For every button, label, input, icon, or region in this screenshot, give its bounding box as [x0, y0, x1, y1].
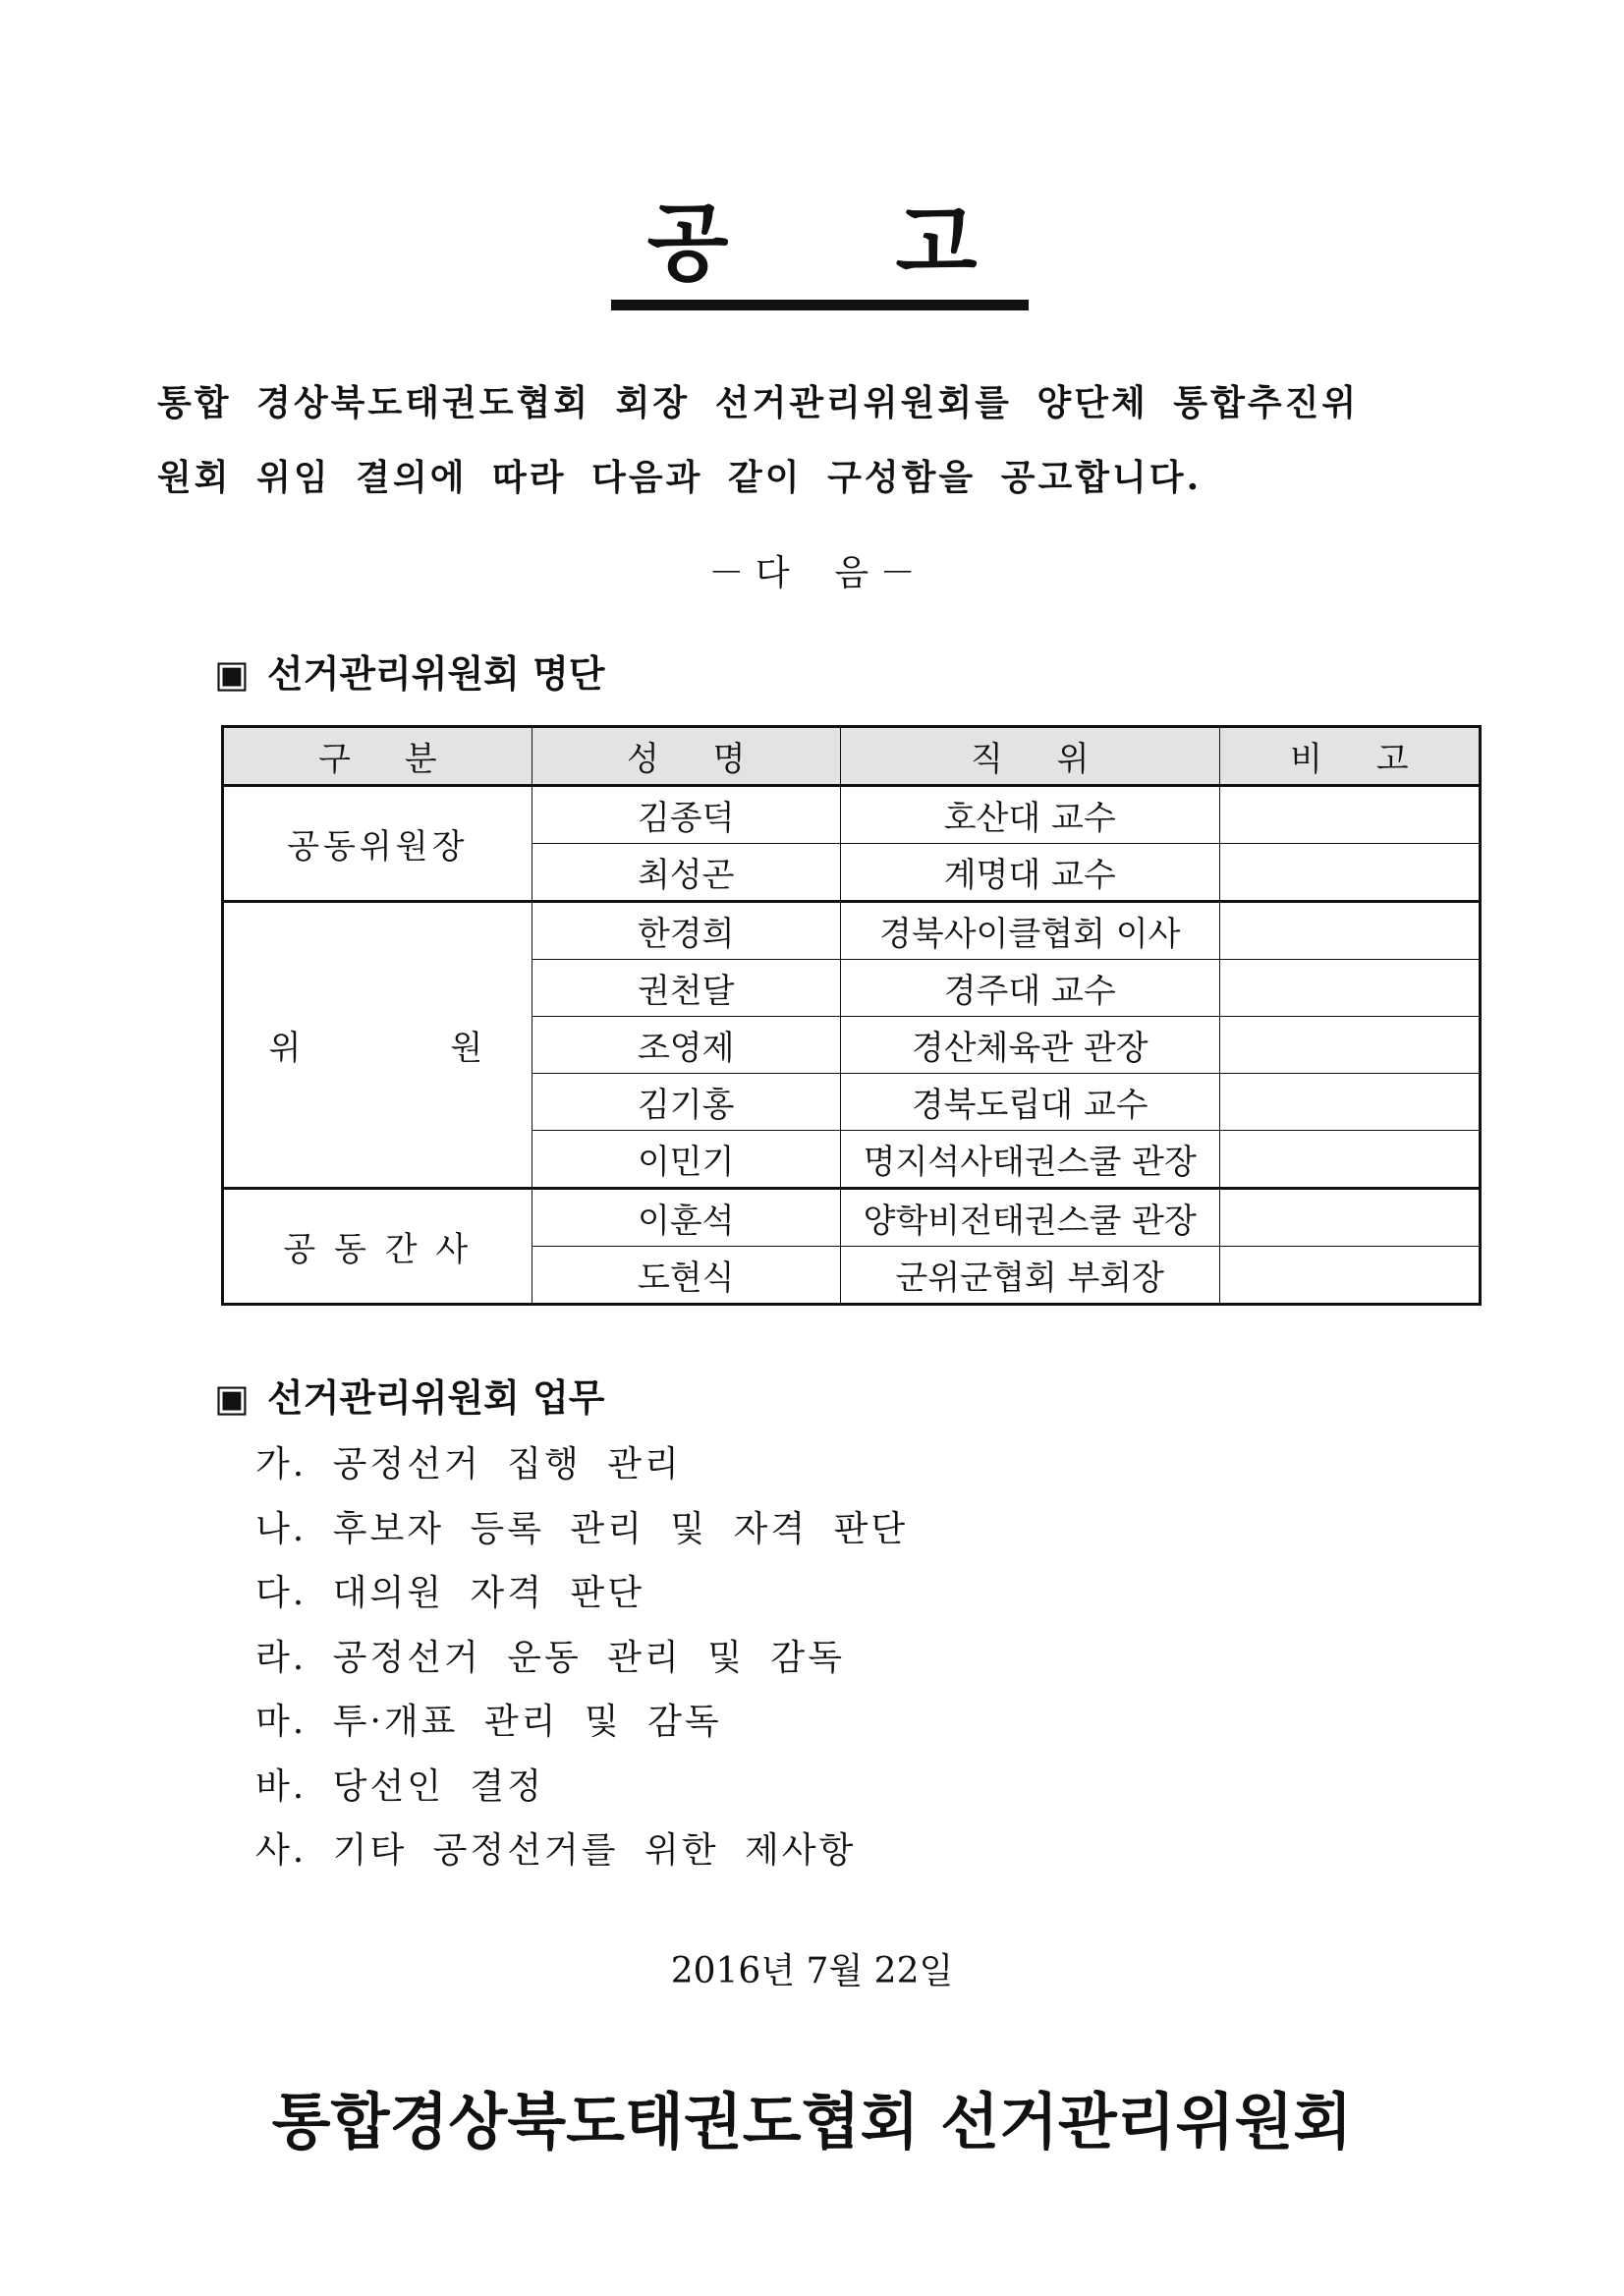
column-header: 성 명	[532, 727, 840, 786]
note-cell	[1219, 1074, 1480, 1131]
name-cell: 최성곤	[532, 844, 840, 902]
section-heading-duties	[214, 1368, 605, 1422]
note-cell	[1219, 786, 1480, 844]
group-cell: 공동위원장	[223, 786, 532, 902]
note-cell	[1219, 960, 1480, 1017]
position-cell: 경산체육관 관장	[840, 1017, 1219, 1074]
intro-paragraph	[157, 365, 1484, 515]
position-cell: 호산대 교수	[840, 786, 1219, 844]
committee-roster-table	[221, 725, 1482, 1306]
list-item: 라. 공정선거 운동 관리 및 감독	[255, 1637, 845, 1678]
intro-line: 통합 경상북도태권도협회 회장 선거관리위원회를 양단체 통합추진위	[157, 382, 1360, 423]
column-header: 비 고	[1219, 727, 1480, 786]
section-title: 선거관리위원회 명단	[266, 651, 605, 696]
name-cell: 한경희	[532, 902, 840, 960]
name-cell: 김종덕	[532, 786, 840, 844]
name-cell: 도현식	[532, 1247, 840, 1305]
notice-date: 2016년 7월 22일	[670, 1951, 954, 1991]
position-cell: 경북사이클협회 이사	[840, 902, 1219, 960]
list-item: 사. 기타 공정선거를 위한 제사항	[255, 1830, 857, 1871]
name-cell: 조영제	[532, 1017, 840, 1074]
intro-line: 원회 위임 결의에 따라 다음과 같이 구성함을 공고합니다.	[157, 457, 1203, 498]
name-cell: 김기홍	[532, 1074, 840, 1131]
column-header: 직 위	[840, 727, 1219, 786]
list-item: 마. 투·개표 관리 및 감독	[255, 1702, 722, 1742]
column-header: 구 분	[223, 727, 532, 786]
square-bullet-icon: ▣	[214, 651, 250, 696]
issuing-organization: 통합경상북도태권도협회 선거관리위원회	[271, 2086, 1353, 2157]
position-cell: 경북도립대 교수	[840, 1074, 1219, 1131]
list-item: 다. 대의원 자격 판단	[255, 1573, 644, 1613]
square-bullet-icon: ▣	[214, 1375, 250, 1420]
name-cell: 이훈석	[532, 1189, 840, 1247]
list-item: 바. 당선인 결정	[255, 1765, 544, 1807]
note-cell	[1219, 1247, 1480, 1305]
title-underline	[611, 300, 1029, 310]
following-marker: － 다 음 －	[708, 553, 916, 593]
note-cell	[1219, 902, 1480, 960]
note-cell	[1219, 1131, 1480, 1189]
table-header-row	[223, 727, 1481, 786]
position-cell: 경주대 교수	[840, 960, 1219, 1017]
name-cell: 이민기	[532, 1131, 840, 1189]
table-row	[223, 902, 1481, 960]
note-cell	[1219, 1017, 1480, 1074]
table-row	[223, 786, 1481, 844]
list-item: 가. 공정선거 집행 관리	[255, 1444, 682, 1484]
note-cell	[1219, 1189, 1480, 1247]
table-row	[223, 1189, 1481, 1247]
group-cell: 위 원	[223, 902, 532, 1189]
name-cell: 권천달	[532, 960, 840, 1017]
position-cell: 양학비전태권스쿨 관장	[840, 1189, 1219, 1247]
section-title: 선거관리위원회 업무	[266, 1375, 605, 1420]
notice-title: 공 고	[646, 194, 1046, 293]
position-cell: 계명대 교수	[840, 844, 1219, 902]
list-item: 나. 후보자 등록 관리 및 자격 판단	[255, 1508, 909, 1549]
position-cell: 명지석사태권스쿨 관장	[840, 1131, 1219, 1189]
group-cell: 공 동 간 사	[223, 1189, 532, 1305]
section-heading-roster	[214, 644, 605, 698]
duties-list	[255, 1432, 908, 1883]
position-cell: 군위군협회 부회장	[840, 1247, 1219, 1305]
note-cell	[1219, 844, 1480, 902]
